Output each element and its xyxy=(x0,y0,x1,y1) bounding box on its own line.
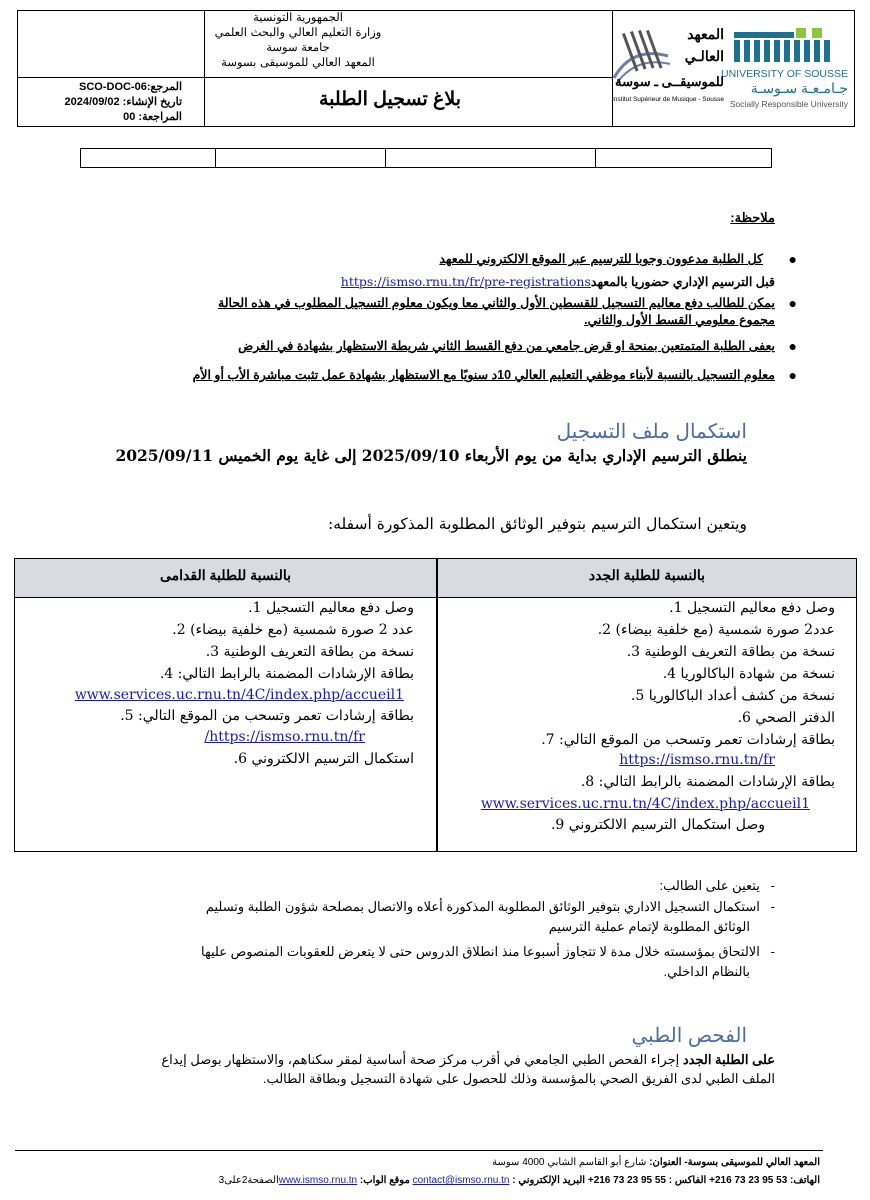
government-heading: الجمهورية التونسية وزارة التعليم العالي والبحث العلمي جامعة سوسة المعهد العالي للموسيقى بسوسة xyxy=(214,10,382,69)
footer-contact: الهاتف: 53 95 23 73 216+ الفاكس : 55 95 23 73 216+ البريد الإلكتروني : contact@ismso.rnu.tn موقع الواب: www.ismso.rnu.tnالصفحة2على3 xyxy=(218,1175,820,1186)
ismso-site-link[interactable]: https://ismso.rnu.tn/fr xyxy=(619,752,775,768)
services-link[interactable]: www.services.uc.rnu.tn/4C/index.php/accueil1 xyxy=(480,796,810,812)
obligation-intro: - يتعين على الطالب: xyxy=(659,878,775,893)
obligation-item: - استكمال التسجيل الاداري بتوفير الوثائق المطلوبة المذكورة أعلاه والاتصال بمصلحة شؤون الطلبة وتسليم xyxy=(205,899,775,914)
list-item: نسخة من شهادة الباكالوريا 4. xyxy=(662,666,835,682)
university-logo: UNIVERSITY OF SOUSSE جـامـعـة سـوسـة Socially Responsible University xyxy=(728,26,848,112)
obligation-item-cont: الوثائق المطلوبة لإتمام عملية الترسيم xyxy=(548,919,750,934)
bullet-icon: ● xyxy=(788,295,797,311)
list-item: بطاقة إرشادات تعمر وتسحب من الموقع التالي: 5. xyxy=(120,708,414,724)
list-item: وصل استكمال الترسيم الالكتروني 9. xyxy=(550,817,765,833)
pre-registration-link[interactable]: https://ismso.rnu.tn/fr/pre-registrations xyxy=(340,274,591,289)
note-bullet-1: ● كل الطلبة مدعوون وجوبا للترسيم عبر الموقع الالكتروني للمعهد قبل الترسيم الإداري حضوريا بالمعهدhttps://ismso.rnu.tn/fr/pre-registrations xyxy=(340,251,797,289)
list-item: الدفتر الصحي 6. xyxy=(737,710,835,726)
list-item: نسخة من كشف أعداد الباكالوريا 5. xyxy=(630,688,835,704)
obligation-item: - الالتحاق بمؤسسته خلال مدة لا تتجاوز أسبوعا منذ انطلاق الدروس حتى لا يتعرض للعقوبات المنصوص عليها xyxy=(201,944,775,959)
list-item: استكمال الترسيم الالكتروني 6. xyxy=(233,751,414,767)
empty-table-row xyxy=(80,148,772,168)
list-item: بطاقة الإرشادات المضمنة بالرابط التالي: 8. xyxy=(580,774,835,790)
obligation-item-cont: بالنظام الداخلي. xyxy=(663,964,750,979)
note-bullet-3: ● يعفى الطلبة المتمتعين بمنحة او قرض جامعي من دفع القسط الثاني شريطة الاستظهار بشهادة في الغرض xyxy=(238,338,797,354)
note-bullet-4: ● معلوم التسجيل بالنسبة لأبناء موظفي التعليم العالي 10د سنويًا مع الاستظهار بشهادة عمل تثبت مباشرة الأب أو الأم xyxy=(192,367,797,383)
list-item: وصل دفع معاليم التسجيل 1. xyxy=(248,600,414,616)
list-item: وصل دفع معاليم التسجيل 1. xyxy=(669,600,835,616)
isms-logo: المعهد العالـي للموسيقــى ـ سوسة Institut Supérieur de Musique - Sousse xyxy=(611,26,724,103)
page-number: الصفحة2على3 xyxy=(218,1175,279,1186)
page-title: بلاغ تسجيل الطلبة xyxy=(318,89,461,110)
bullet-icon: ● xyxy=(788,338,797,354)
list-item: نسخة من بطاقة التعريف الوطنية 3. xyxy=(205,644,414,660)
registration-section-title: استكمال ملف التسجيل xyxy=(556,421,747,443)
email-link[interactable]: contact@ismso.rnu.tn xyxy=(412,1175,510,1186)
bullet-icon: ● xyxy=(788,367,797,383)
list-item: نسخة من بطاقة التعريف الوطنية 3. xyxy=(626,644,835,660)
registration-dates: ينطلق الترسيم الإداري بداية من يوم الأربعاء 2025/09/10 إلى غاية يوم الخميس 2025/09/11 xyxy=(115,446,747,465)
documents-intro: ويتعين استكمال الترسيم بتوفير الوثائق المطلوبة المذكورة أسفله: xyxy=(328,515,747,533)
bullet-icon: ● xyxy=(788,251,797,267)
medical-paragraph: على الطلبة الجدد إجراء الفحص الطبي الجامعي في أقرب مركز صحة أساسية لمقر سكناهم، والاستظهار بوصل إيداع xyxy=(161,1052,775,1067)
ismso-site-link[interactable]: https://ismso.rnu.tn/fr/ xyxy=(204,729,365,745)
medical-section-title: الفحص الطبي xyxy=(631,1025,747,1047)
note-bullet-2: ● يمكن للطالب دفع معاليم التسجيل للقسطين الأول والثاني معا ويكون معلوم التسجيل المطلوب في هذه الحالة مجموع معلومي القسط الأول والثاني. xyxy=(218,295,797,327)
list-item: عدد2 صورة شمسية (مع خلفية بيضاء) 2. xyxy=(597,622,835,638)
list-item: بطاقة إرشادات تعمر وتسحب من الموقع التالي: 7. xyxy=(541,732,835,748)
medical-paragraph-cont: الملف الطبي لدى الفريق الصحي بالمؤسسة وذلك للحصول على شهادة التسجيل وبطاقة الطالب. xyxy=(262,1071,775,1086)
list-item: عدد 2 صورة شمسية (مع خلفية بيضاء) 2. xyxy=(172,622,414,638)
list-item: بطاقة الإرشادات المضمنة بالرابط التالي: 4. xyxy=(159,666,414,682)
website-link[interactable]: www.ismso.rnu.tn xyxy=(278,1175,358,1186)
note-title: ملاحظة: xyxy=(730,210,775,225)
services-link[interactable]: www.services.uc.rnu.tn/4C/index.php/accueil1 xyxy=(74,687,404,703)
old-students-header: بالنسبة للطلبة القدامى xyxy=(159,567,292,583)
footer-address: المعهد العالي للموسيقى بسوسة- العنوان: شارع أبو القاسم الشابي 4000 سوسة xyxy=(492,1157,820,1168)
document-reference: المرجع:SCO-DOC-06 تاريخ الإنشاء: 2024/09/02 المراجعة: 00 xyxy=(64,81,182,123)
new-students-header: بالنسبة للطلبة الجدد xyxy=(588,567,706,583)
